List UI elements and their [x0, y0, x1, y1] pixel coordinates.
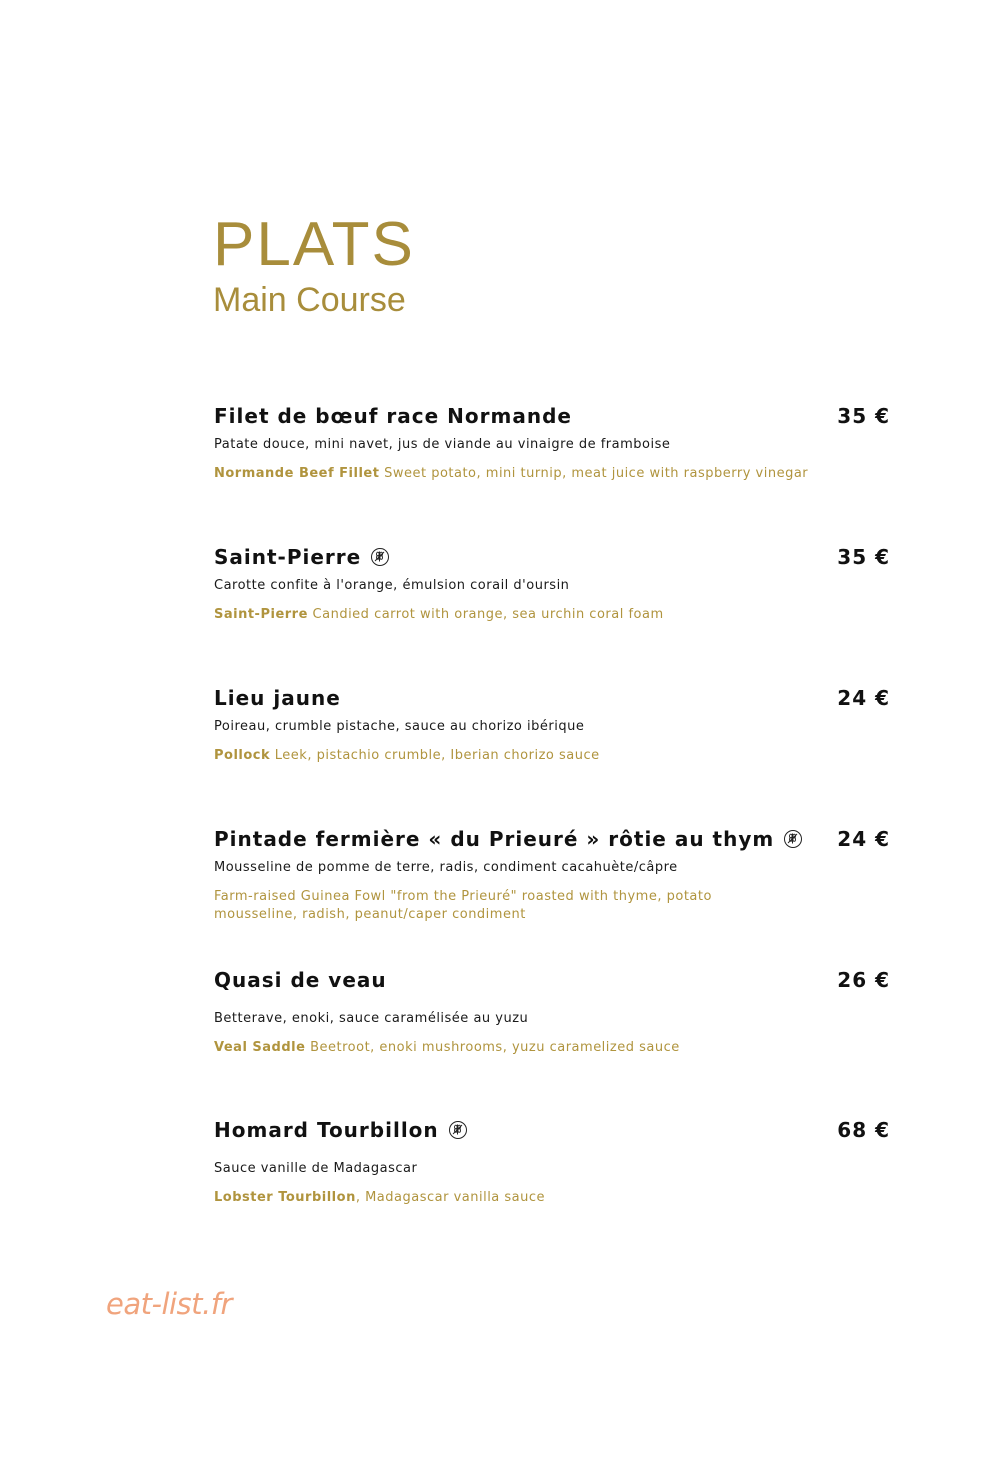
dish-price: 35 € — [837, 404, 890, 428]
dish-desc-en-text: Leek, pistachio crumble, Iberian chorizo sauce — [270, 748, 600, 763]
dish-name-text: Quasi de veau — [214, 968, 387, 992]
dish-price: 24 € — [837, 686, 890, 710]
dish-name-text: Homard Tourbillon — [214, 1118, 439, 1142]
dish-header — [214, 684, 890, 714]
dish-description-fr: Poireau, crumble pistache, sauce au chorizo ibérique — [214, 719, 585, 734]
dish-item — [214, 1116, 890, 1207]
dish-name-text: Filet de bœuf race Normande — [214, 404, 572, 428]
dish-name — [214, 684, 341, 712]
dish-desc-en-text: Farm-raised Guinea Fowl "from the Prieuré" roasted with thyme, potato mousseline, radish, peanut/caper condiment — [214, 889, 712, 922]
dish-name-en: Saint-Pierre — [214, 607, 308, 622]
page-title: PLATS — [213, 210, 415, 279]
dish-desc-en-text: , Madagascar vanilla sauce — [355, 1190, 546, 1205]
dish-name — [214, 825, 802, 853]
dish-name-text: Saint-Pierre — [214, 545, 362, 569]
dish-name — [214, 966, 387, 994]
menu-header — [213, 212, 415, 320]
dish-name-en: Normande Beef Fillet — [214, 466, 380, 481]
dish-price: 24 € — [837, 827, 890, 851]
dish-description-fr: Sauce vanille de Madagascar — [214, 1161, 418, 1176]
watermark: eat-list.fr — [106, 1287, 232, 1321]
dish-name — [214, 543, 389, 571]
gluten-free-icon — [784, 830, 802, 848]
dish-description-en — [214, 1039, 890, 1057]
dish-item — [214, 684, 890, 765]
dish-name-en: Lobster Tourbillon — [214, 1190, 356, 1205]
dish-price: 68 € — [837, 1118, 890, 1142]
dish-name — [214, 1116, 467, 1144]
dish-desc-en-text: Sweet potato, mini turnip, meat juice with raspberry vinegar — [379, 466, 809, 481]
dish-description-fr: Betterave, enoki, sauce caramélisée au yuzu — [214, 1011, 529, 1026]
dish-item — [214, 543, 890, 624]
dish-description-en — [214, 747, 890, 765]
dish-header — [214, 966, 890, 996]
dish-name-text: Lieu jaune — [214, 686, 341, 710]
dish-description-en — [214, 1189, 890, 1207]
gluten-free-icon — [449, 1121, 467, 1139]
dish-name-en: Pollock — [214, 748, 271, 763]
dish-header — [214, 402, 890, 432]
dish-header — [214, 825, 890, 855]
dish-name-text: Pintade fermière « du Prieuré » rôtie au thym — [214, 827, 775, 851]
dish-description-en — [214, 888, 744, 924]
page-subtitle: Main Course — [213, 281, 406, 319]
dish-description-fr: Mousseline de pomme de terre, radis, condiment cacahuète/câpre — [214, 860, 678, 875]
dish-item — [214, 825, 890, 924]
dish-item — [214, 402, 890, 483]
dish-description-en — [214, 465, 890, 483]
dish-item — [214, 966, 890, 1057]
dish-name-en: Veal Saddle — [214, 1040, 306, 1055]
gluten-free-icon — [371, 548, 389, 566]
dish-price: 35 € — [837, 545, 890, 569]
dish-header — [214, 1116, 890, 1146]
dish-desc-en-text: Candied carrot with orange, sea urchin coral foam — [307, 607, 664, 622]
dish-description-en — [214, 606, 890, 624]
dish-desc-en-text: Beetroot, enoki mushrooms, yuzu caramelized sauce — [305, 1040, 680, 1055]
dish-name — [214, 402, 572, 430]
dish-price: 26 € — [837, 968, 890, 992]
dish-description-fr: Carotte confite à l'orange, émulsion corail d'oursin — [214, 578, 570, 593]
dish-description-fr: Patate douce, mini navet, jus de viande au vinaigre de framboise — [214, 437, 671, 452]
dish-header — [214, 543, 890, 573]
